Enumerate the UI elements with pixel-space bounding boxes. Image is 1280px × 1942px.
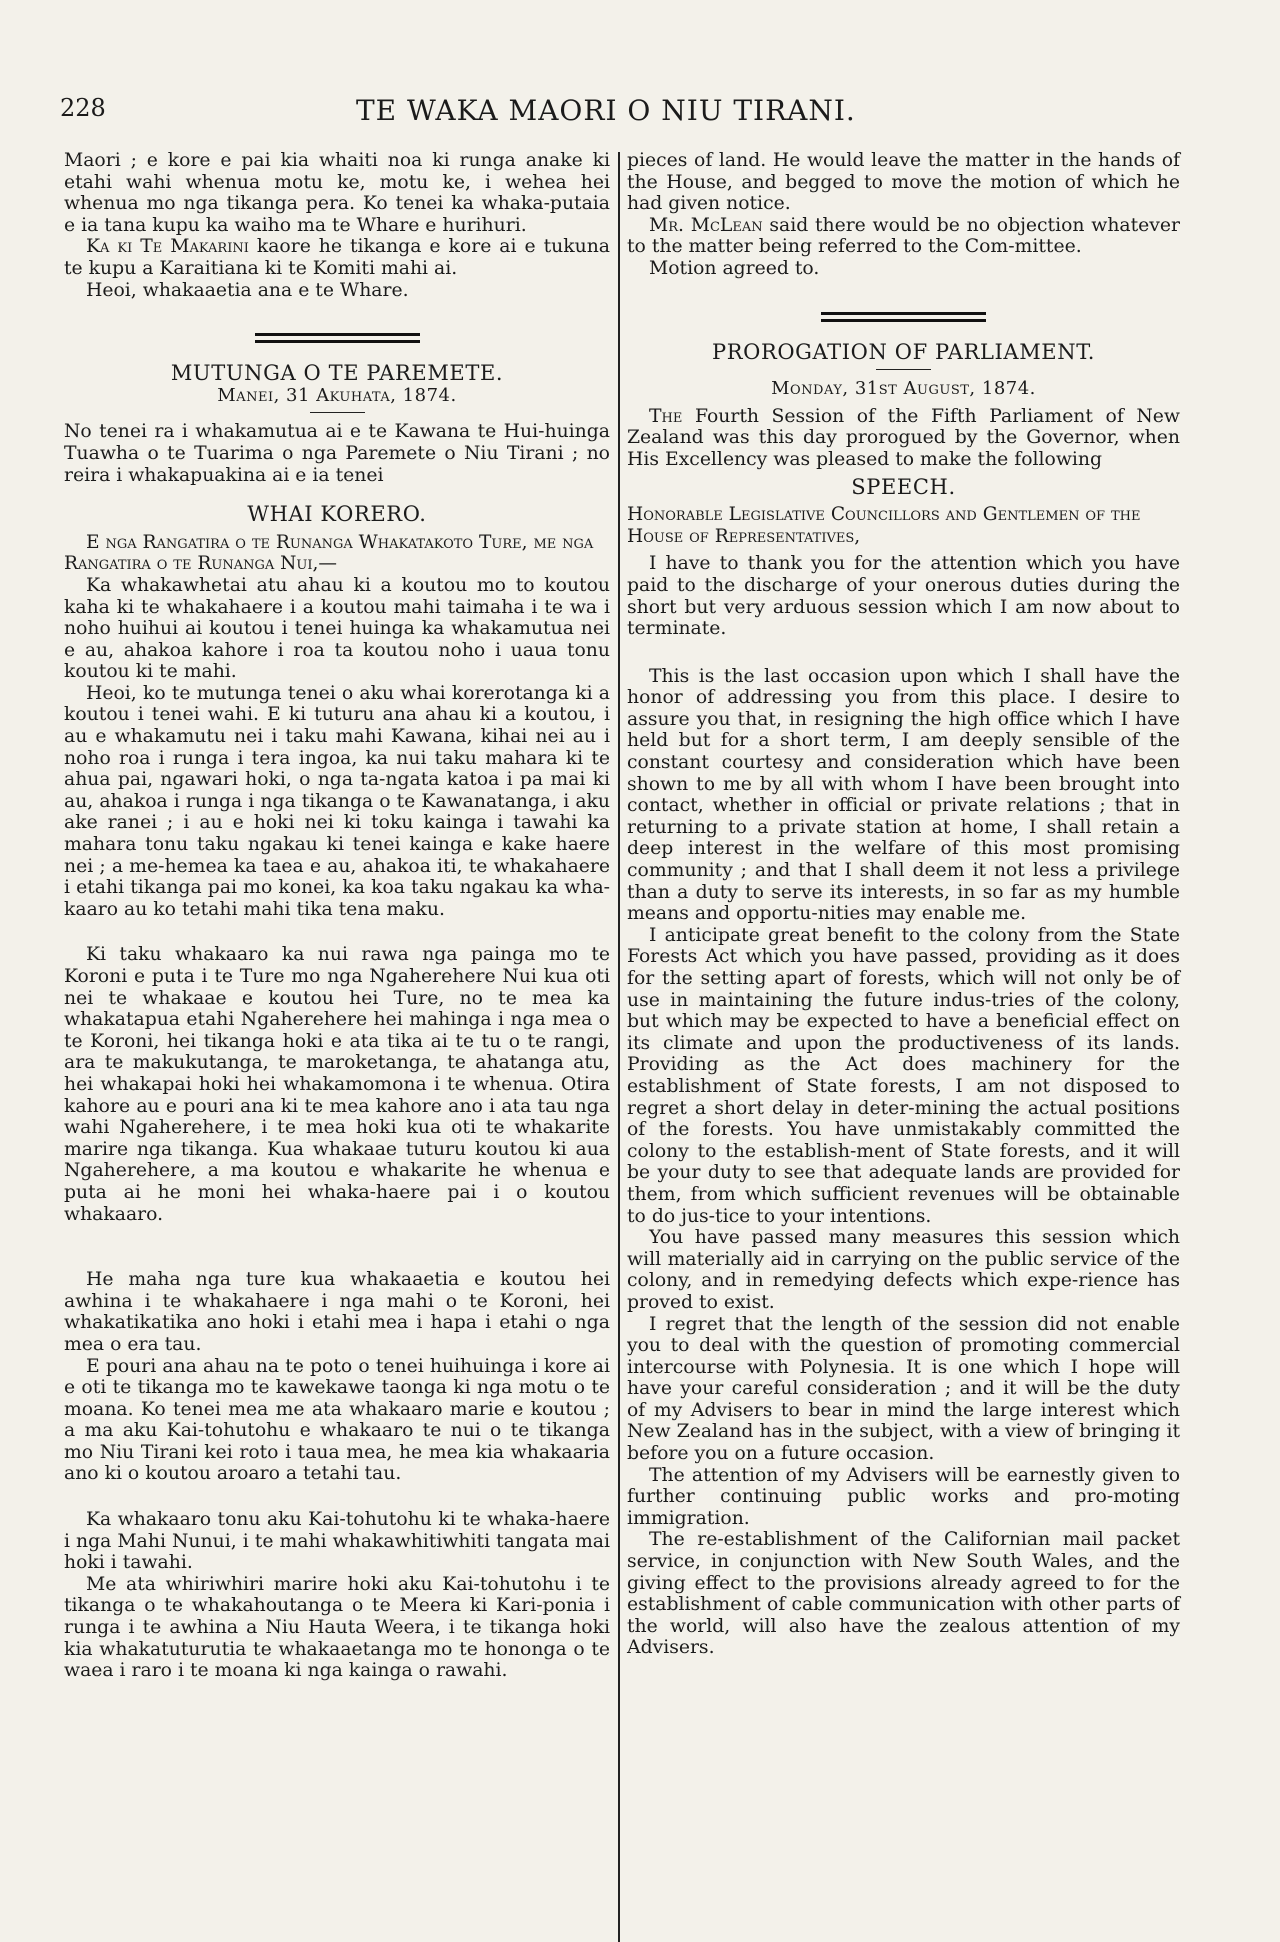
speech-paragraph: Heoi, ko te mutunga tenei o aku whai korerotanga ki a koutou i tenei wahi. E ki tuturu ana ahau ki a koutou, i au e whakamutu nei i taku mahi Kawana, kihai nei au i noho roa i runga i tera ingoa, ka nui taku mahara ki te ahua pai, ngawari hoki, o nga ta-ngata katoa i pa mai ki au, ahakoa i runga i nga tikanga o te Kawanatanga, i aku ake ranei ; i au e hoki nei ki toku kainga i tawahi ka mahara tonu taku ngakau ki tenei kainga e kake haere nei ; a me-hemea ka taea e au, ahakoa iti, te whakahaere i etahi tikanga pai mo konei, ka koa taku ngakau ka wha-kaaro au ko tetahi mahi tika tena maku. <box>64 682 610 920</box>
speech-paragraph: You have passed many measures this session which will materially aid in carrying on the public service of the colony, and in remedying defects which expe-rience has proved to exist. <box>627 1227 1180 1313</box>
section-divider <box>821 312 986 322</box>
speaker-name: Mr. McLean <box>649 214 763 236</box>
speech-paragraph: I have to thank you for the attention which you have paid to the discharge of your onerous duties during the short but very arduous session which I am now about to terminate. <box>627 553 1180 640</box>
speech-title: SPEECH. <box>851 474 956 499</box>
continued-paragraph: Motion agreed to. <box>649 257 820 279</box>
continued-paragraph: Maori ; e kore e pai kia whaiti noa ki runga anake ki etahi wahi whenua motu ke, motu ke, i wehea hei whenua mo nga tikanga pera. Ko tenei ka whaka-putaia e ia tana kupu ka waiho ma te Whare e hurihuri. <box>64 150 610 236</box>
speech-paragraph: Ka whakawhetai atu ahau ki a koutou mo to koutou kaha ki te whakahaere i a koutou mahi taimaha i te wa i noho huihui ai koutou i tenei huinga ka whakamutua nei e au, ahakoa kahore i roa ta koutou noho i uaua tonu koutou ki te mahi. <box>64 574 610 683</box>
page-number: 228 <box>60 94 106 122</box>
continued-paragraph: Mr. McLean said there would be no objection whatever to the matter being referred to the Com-mittee. <box>627 214 1180 258</box>
intro-paragraph: The Fourth Session of the Fifth Parliament of New Zealand was this day prorogued by the Governor, when His Excellency was pleased to make the following <box>627 405 1180 470</box>
speech-address: Honorable Legislative Councillors and Gentlemen of the House of Representatives, <box>627 504 1141 547</box>
section-title: PROROGATION OF PARLIAMENT. <box>712 339 1095 364</box>
speech-paragraph: The attention of my Advisers will be earnestly given to further continuing public works and pro-moting immigration. <box>627 1464 1180 1529</box>
continued-paragraph: Heoi, whakaaetia ana e te Whare. <box>86 279 409 301</box>
short-rule <box>310 412 365 413</box>
speech-paragraph: Ki taku whakaaro ka nui rawa nga painga mo te Koroni e puta i te Ture mo nga Ngaherehere Nui kua oti nei te whakaae e koutou hei Ture, no te mea ka whakatapua etahi Ngaherehere hei mahinga i nga mea o te Koroni, hei tikanga hoki e ata tika ai te tu o te rangi, ara te makukutanga, te maroketanga, te ahatanga atu, hei whakapai hoki hei whakamomona i te whenua. Otira kahore au e pouri ana ki te mea kahore ano i ata tau nga wahi Ngaherehere, i te mea hoki kua oti te whakarite marire nga tikanga. Kua whakaae tuturu koutou ki aua Ngaherehere, a ma koutou e whakarite he whenua e puta ai he moni hei whaka-haere pai i o koutou whakaaro. <box>64 944 610 1225</box>
speech-paragraph: He maha nga ture kua whakaaetia e koutou hei awhina i te whakahaere i nga mahi o te Koroni, hei whakatikatika ano hoki i etahi mea i hapa i etahi o nga mea o era tau. <box>64 1269 610 1355</box>
speech-paragraph: I regret that the length of the session did not enable you to deal with the question of promoting commercial intercourse with Polynesia. It is one which I hope will have your careful consideration ; and it will be the duty of my Advisers to bear in mind the large interest which New Zealand has in the subject, with a view of bringing it before you on a future occasion. <box>627 1313 1180 1465</box>
short-rule <box>876 369 931 370</box>
column-divider <box>618 152 620 1942</box>
speech-paragraph: E pouri ana ahau na te poto o tenei huihuinga i kore ai e oti te tikanga mo te kawekawe taonga ki nga motu o te moana. Ko tenei mea me ata whakaaro marie e koutou ; a ma aku Kai-tohutohu e whakaaro te nui o te tikanga mo Niu Tirani kei roto i taua mea, he mea kia whakaaria ano ki o koutou aroaro a tetahi tau. <box>64 1355 610 1485</box>
continued-paragraph: pieces of land. He would leave the matter in the hands of the House, and begged to move the motion of which he had given notice. <box>627 150 1180 215</box>
continued-paragraph: Ka ki Te Makarini kaore he tikanga e kore ai e tukuna te kupu a Karaitiana ki te Komiti mahi ai. <box>64 236 610 279</box>
section-date: Manei, 31 Akuhata, 1874. <box>217 384 457 406</box>
speaker-name: Ka ki Te Makarini <box>86 236 249 258</box>
page-header <box>60 94 1220 134</box>
intro-paragraph: No tenei ra i whakamutua ai e te Kawana te Hui-huinga Tuawha o te Tuarima o nga Paremete o Niu Tirani ; no reira i whakapuakina ai e ia tenei <box>64 421 610 486</box>
speech-paragraph: Me ata whiriwhiri marire hoki aku Kai-tohutohu i te tikanga o te whakahoutanga o te Meera ki Kari-ponia i runga i te awhina a Niu Hauta Weera, i te tikanga hoki kia whakatuturutia te whakaaetanga mo te hononga o te waea i raro i te moana ki nga kainga o rawahi. <box>64 1573 610 1682</box>
speech-title: WHAI KORERO. <box>247 502 427 527</box>
section-divider <box>255 333 420 343</box>
speech-address: E nga Rangatira o te Runanga Whakatakoto Ture, me nga Rangatira o te Runanga Nui,— <box>64 531 594 575</box>
section-date: Monday, 31st August, 1874. <box>771 378 1036 400</box>
section-title: MUTUNGA O TE PAREMETE. <box>170 361 504 386</box>
running-title: TE WAKA MAORI O NIU TIRANI. <box>356 94 856 127</box>
speech-paragraph: The re-establishment of the Californian mail packet service, in conjunction with New South Wales, and the giving effect to the provisions already agreed to for the establishment of cable communication with other parts of the world, will also have the zealous attention of my Advisers. <box>627 1529 1180 1659</box>
speech-paragraph: Ka whakaaro tonu aku Kai-tohutohu ki te whaka-haere i nga Mahi Nunui, i te mahi whakawhitiwhiti tangata mai hoki i tawahi. <box>64 1509 610 1574</box>
english-column <box>627 150 1180 1659</box>
maori-column <box>64 150 610 1682</box>
speech-paragraph: This is the last occasion upon which I shall have the honor of addressing you from this place. I desire to assure you that, in resigning the high office which I have held but for a short term, I am deeply sensible of the constant courtesy and consideration which have been shown to me by all with whom I have been brought into contact, whether in official or private relations ; that in returning to a private station at home, I shall retain a deep interest in the welfare of this most promising community ; and that I shall deem it not less a privilege than a duty to serve its interests, in so far as my humble means and opportu-nities may enable me. <box>627 665 1180 925</box>
speech-paragraph: I anticipate great benefit to the colony from the State Forests Act which you have passed, providing as it does for the setting apart of forests, which will not only be of use in maintaining the future indus-tries of the colony, but which may be expected to have a beneficial effect on its climate and upon the productiveness of its lands. Providing as the Act does machinery for the establishment of State forests, I am not disposed to regret a short delay in deter-mining the actual positions of the forests. You have unmistakably committed the colony to the establish-ment of State forests, and it will be your duty to see that adequate lands are provided for them, from which sufficient revenues will be obtainable to do jus-tice to your intentions. <box>627 924 1180 1227</box>
